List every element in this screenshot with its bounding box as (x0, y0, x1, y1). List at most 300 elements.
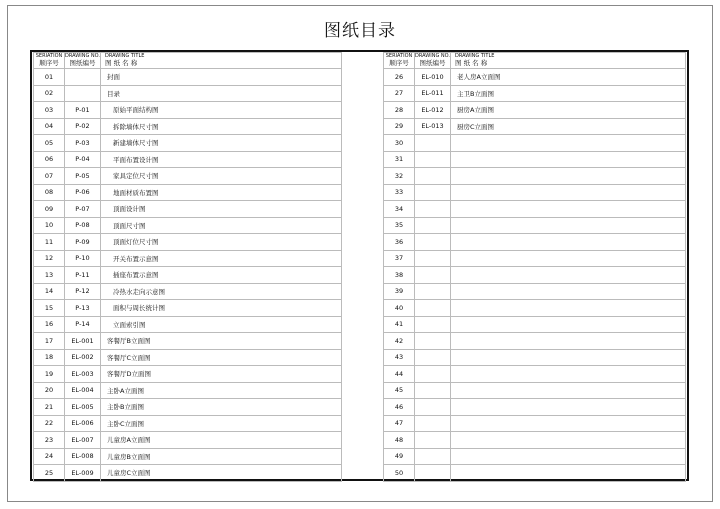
row-seq-text: 16 (44, 320, 54, 329)
row-seq (384, 316, 415, 333)
row-drawing-number (65, 201, 101, 218)
row-drawing-number-text: EL-008 (71, 452, 94, 461)
row-seq-text: 10 (44, 221, 54, 230)
row-drawing-title (101, 349, 342, 366)
row-drawing-number (415, 415, 451, 432)
row-drawing-number-text: P-12 (75, 287, 90, 296)
table-row (34, 118, 342, 135)
table-row (384, 118, 686, 135)
table-row (34, 168, 342, 185)
row-seq-text: 47 (394, 419, 404, 428)
row-seq (384, 399, 415, 416)
row-drawing-number (65, 333, 101, 350)
row-seq (384, 151, 415, 168)
row-drawing-title (101, 201, 342, 218)
row-drawing-title (451, 415, 686, 432)
row-drawing-title (101, 102, 342, 119)
row-drawing-title (101, 69, 342, 86)
row-seq (34, 448, 65, 465)
row-drawing-number-text: P-09 (75, 237, 90, 246)
row-drawing-title-text: 家具定位尺寸图 (113, 172, 159, 181)
row-drawing-number (415, 382, 451, 399)
row-drawing-number (415, 168, 451, 185)
row-drawing-number (415, 267, 451, 284)
row-seq-text: 22 (44, 419, 54, 428)
row-seq-text: 41 (394, 320, 404, 329)
row-drawing-title (101, 267, 342, 284)
table-row (34, 465, 342, 482)
row-drawing-title (101, 448, 342, 465)
row-seq-text: 48 (394, 435, 404, 444)
row-drawing-number-text: P-07 (75, 204, 90, 213)
table-row (384, 85, 686, 102)
table-row (34, 184, 342, 201)
row-seq (34, 382, 65, 399)
row-drawing-number (415, 151, 451, 168)
table-row (384, 135, 686, 152)
row-drawing-title-text: 厨房C立面图 (457, 122, 495, 131)
row-seq-text: 39 (394, 287, 404, 296)
row-seq (384, 366, 415, 383)
table-row (34, 201, 342, 218)
table-row (34, 234, 342, 251)
row-seq-text: 08 (44, 188, 54, 197)
row-drawing-number (415, 201, 451, 218)
row-drawing-title (451, 283, 686, 300)
row-drawing-title (451, 465, 686, 482)
row-seq (384, 85, 415, 102)
row-seq-text: 26 (394, 72, 404, 81)
row-seq-text: 32 (394, 171, 404, 180)
row-drawing-number (65, 448, 101, 465)
row-drawing-number-text: EL-005 (71, 402, 94, 411)
row-seq-text: 36 (394, 237, 404, 246)
row-drawing-title (451, 448, 686, 465)
row-drawing-number-text: P-04 (75, 155, 90, 164)
row-drawing-number (65, 316, 101, 333)
row-drawing-title (451, 168, 686, 185)
table-row (384, 151, 686, 168)
row-drawing-title-text: 客餐厅C立面图 (107, 353, 151, 362)
row-drawing-number (65, 234, 101, 251)
row-drawing-number-text: EL-010 (421, 72, 444, 81)
row-drawing-title-text: 顶面设计图 (113, 205, 146, 214)
row-drawing-number (65, 399, 101, 416)
table-row (384, 366, 686, 383)
row-drawing-number (415, 184, 451, 201)
row-drawing-number-text: P-11 (75, 270, 90, 279)
table-row (384, 217, 686, 234)
row-drawing-number (415, 135, 451, 152)
row-drawing-number (415, 399, 451, 416)
row-seq-text: 25 (44, 468, 54, 477)
table-row (34, 267, 342, 284)
table-row (384, 267, 686, 284)
row-seq (384, 349, 415, 366)
row-seq-text: 37 (394, 254, 404, 263)
row-seq (384, 300, 415, 317)
row-drawing-title (101, 415, 342, 432)
row-drawing-title-text: 主卫B立面图 (457, 89, 494, 98)
row-drawing-title (451, 184, 686, 201)
row-drawing-number (65, 465, 101, 482)
row-drawing-number-text: P-14 (75, 320, 90, 329)
row-seq (384, 69, 415, 86)
row-drawing-title (451, 382, 686, 399)
row-seq (34, 184, 65, 201)
left-catalog-table (33, 52, 342, 482)
row-seq-text: 24 (44, 452, 54, 461)
row-drawing-number-text: EL-011 (421, 89, 444, 98)
row-seq (34, 349, 65, 366)
row-drawing-title (101, 184, 342, 201)
table-row (384, 69, 686, 86)
row-drawing-title (451, 151, 686, 168)
table-row (384, 201, 686, 218)
row-seq-text: 40 (394, 303, 404, 312)
row-seq-text: 46 (394, 402, 404, 411)
row-drawing-number (65, 151, 101, 168)
row-seq-text: 23 (44, 435, 54, 444)
row-seq-text: 13 (44, 270, 54, 279)
row-drawing-number-text: P-08 (75, 221, 90, 230)
row-drawing-number-text: EL-012 (421, 105, 444, 114)
table-row (34, 432, 342, 449)
row-drawing-number-text: EL-007 (71, 435, 94, 444)
row-seq (34, 217, 65, 234)
row-seq-text: 29 (394, 122, 404, 131)
row-drawing-title-text: 顶面灯位尺寸图 (113, 238, 159, 247)
row-drawing-title (451, 69, 686, 86)
table-row (384, 300, 686, 317)
row-drawing-number (65, 217, 101, 234)
row-drawing-title (101, 465, 342, 482)
row-seq (384, 118, 415, 135)
table-row (384, 102, 686, 119)
row-drawing-number (415, 316, 451, 333)
row-drawing-number (65, 432, 101, 449)
table-row (34, 102, 342, 119)
table-row (34, 250, 342, 267)
table-row (384, 399, 686, 416)
table-row (34, 448, 342, 465)
row-seq (34, 465, 65, 482)
row-drawing-title-text: 封面 (107, 73, 120, 82)
row-drawing-title (101, 234, 342, 251)
row-drawing-title (101, 316, 342, 333)
table-row (34, 135, 342, 152)
table-row (34, 300, 342, 317)
row-drawing-number-text: EL-002 (71, 353, 94, 362)
header-num: DRAWING NO. 图纸编号 (65, 53, 100, 67)
row-seq-text: 33 (394, 188, 404, 197)
row-drawing-title-text: 主卧A立面图 (107, 386, 144, 395)
row-seq (34, 135, 65, 152)
page-title: 图纸目录 (324, 21, 396, 41)
row-drawing-title (451, 349, 686, 366)
table-row (384, 349, 686, 366)
row-seq (384, 448, 415, 465)
row-drawing-number-text: EL-004 (71, 386, 94, 395)
row-drawing-title (101, 399, 342, 416)
row-seq-text: 09 (44, 204, 54, 213)
row-drawing-number-text: P-10 (75, 254, 90, 263)
table-row (384, 168, 686, 185)
row-seq (384, 415, 415, 432)
row-seq (34, 118, 65, 135)
row-drawing-title-text: 冷热水走向示意图 (113, 287, 165, 296)
row-drawing-number (415, 432, 451, 449)
table-row (384, 432, 686, 449)
row-drawing-title-text: 地面材质布置图 (113, 188, 159, 197)
row-seq (34, 85, 65, 102)
row-drawing-number-text: P-01 (75, 105, 90, 114)
row-seq-text: 06 (44, 155, 54, 164)
row-seq (34, 267, 65, 284)
row-drawing-title (451, 201, 686, 218)
row-drawing-number (415, 102, 451, 119)
row-seq (34, 366, 65, 383)
table-row (384, 382, 686, 399)
table-row (34, 85, 342, 102)
row-drawing-number (415, 250, 451, 267)
row-seq (34, 432, 65, 449)
row-seq (384, 102, 415, 119)
row-drawing-title-text: 儿童房B立面图 (107, 452, 151, 461)
row-drawing-number (415, 217, 451, 234)
row-seq-text: 35 (394, 221, 404, 230)
row-drawing-title-text: 客餐厅D立面图 (107, 370, 152, 379)
table-row (384, 415, 686, 432)
row-drawing-title (451, 267, 686, 284)
row-drawing-title (101, 118, 342, 135)
row-drawing-number (65, 102, 101, 119)
row-seq (34, 151, 65, 168)
table-row (34, 349, 342, 366)
row-drawing-number-text: EL-013 (421, 122, 444, 131)
row-seq (384, 234, 415, 251)
row-seq-text: 15 (44, 303, 54, 312)
row-drawing-title-text: 顶面尺寸图 (113, 221, 146, 230)
row-drawing-title-text: 目录 (107, 89, 120, 98)
row-drawing-number (65, 349, 101, 366)
row-drawing-number (415, 85, 451, 102)
row-drawing-number (415, 118, 451, 135)
table-row (34, 283, 342, 300)
row-drawing-title-text: 儿童房C立面图 (107, 469, 151, 478)
row-drawing-title (451, 135, 686, 152)
row-drawing-title (451, 316, 686, 333)
row-seq (384, 465, 415, 482)
row-seq (34, 316, 65, 333)
row-drawing-number-text: P-06 (75, 188, 90, 197)
row-drawing-title (101, 168, 342, 185)
row-drawing-title (451, 118, 686, 135)
table-row (384, 250, 686, 267)
table-row (34, 382, 342, 399)
row-drawing-title (101, 366, 342, 383)
row-seq-text: 18 (44, 353, 54, 362)
row-seq-text: 21 (44, 402, 54, 411)
row-seq (384, 168, 415, 185)
row-drawing-number (65, 85, 101, 102)
row-drawing-title-text: 客餐厅B立面图 (107, 337, 151, 346)
table-row (384, 234, 686, 251)
row-seq-text: 42 (394, 336, 404, 345)
table-row (384, 465, 686, 482)
row-drawing-title (451, 300, 686, 317)
row-drawing-title (101, 151, 342, 168)
row-seq-text: 31 (394, 155, 404, 164)
row-drawing-title-text: 主卧C立面图 (107, 419, 145, 428)
row-drawing-title (101, 250, 342, 267)
row-drawing-number (65, 69, 101, 86)
row-drawing-number-text: EL-003 (71, 369, 94, 378)
row-seq-text: 44 (394, 369, 404, 378)
row-seq (384, 333, 415, 350)
row-seq (34, 201, 65, 218)
header-name: DRAWING TITLE 图 纸 名 称 (451, 53, 686, 69)
row-seq (34, 399, 65, 416)
row-drawing-title (451, 234, 686, 251)
header-seq: SERIATION 顺序号 (384, 53, 415, 69)
row-drawing-title-text: 拆除墙体尺寸图 (113, 122, 159, 131)
row-drawing-number (415, 69, 451, 86)
row-seq-text: 30 (394, 138, 404, 147)
table-row (384, 448, 686, 465)
row-seq-text: 03 (44, 105, 54, 114)
row-drawing-number (415, 366, 451, 383)
row-drawing-number-text: EL-009 (71, 468, 94, 477)
row-seq (34, 168, 65, 185)
row-drawing-title (101, 300, 342, 317)
row-seq-text: 34 (394, 204, 404, 213)
row-drawing-title-text: 平面布置设计图 (113, 155, 159, 164)
table-row (34, 366, 342, 383)
row-drawing-number (415, 465, 451, 482)
row-seq-text: 14 (44, 287, 54, 296)
row-seq-text: 12 (44, 254, 54, 263)
row-seq (34, 250, 65, 267)
row-seq-text: 28 (394, 105, 404, 114)
row-seq-text: 45 (394, 386, 404, 395)
row-drawing-title-text: 开关布置示意图 (113, 254, 159, 263)
row-drawing-title (451, 217, 686, 234)
table-row (384, 316, 686, 333)
row-seq (384, 217, 415, 234)
row-drawing-title (451, 85, 686, 102)
row-seq (34, 102, 65, 119)
header-num: DRAWING NO. 图纸编号 (415, 53, 450, 67)
row-seq-text: 17 (44, 336, 54, 345)
row-seq-text: 19 (44, 369, 54, 378)
row-drawing-number (415, 283, 451, 300)
row-drawing-number (415, 349, 451, 366)
row-drawing-number (65, 118, 101, 135)
row-drawing-number (65, 415, 101, 432)
table-header-row (384, 53, 686, 69)
row-drawing-title (451, 250, 686, 267)
table-row (34, 151, 342, 168)
row-drawing-number-text: P-02 (75, 122, 90, 131)
row-seq-text: 38 (394, 270, 404, 279)
row-seq (384, 382, 415, 399)
row-drawing-number-text: EL-001 (71, 336, 94, 345)
row-seq (384, 250, 415, 267)
row-drawing-number (65, 184, 101, 201)
table-row (34, 333, 342, 350)
row-seq (384, 432, 415, 449)
row-seq-text: 49 (394, 452, 404, 461)
row-drawing-title (101, 283, 342, 300)
row-seq (384, 135, 415, 152)
row-seq (34, 283, 65, 300)
row-drawing-title-text: 厨房A立面图 (457, 106, 494, 115)
row-seq-text: 07 (44, 171, 54, 180)
row-seq (384, 184, 415, 201)
row-seq-text: 43 (394, 353, 404, 362)
row-drawing-number (65, 250, 101, 267)
row-drawing-number-text: EL-006 (71, 419, 94, 428)
row-drawing-title-text: 立面索引图 (113, 320, 146, 329)
row-drawing-number (65, 300, 101, 317)
header-seq: SERIATION 顺序号 (34, 53, 65, 69)
row-seq-text: 02 (44, 89, 54, 98)
row-drawing-title-text: 老人房A立面图 (457, 73, 501, 82)
row-drawing-number (65, 168, 101, 185)
row-seq (34, 333, 65, 350)
right-catalog-column (383, 52, 686, 482)
row-seq-text: 04 (44, 122, 54, 131)
row-seq (34, 69, 65, 86)
row-drawing-title-text: 主卧B立面图 (107, 403, 144, 412)
row-drawing-title (451, 102, 686, 119)
table-row (34, 217, 342, 234)
table-header-row (34, 53, 342, 69)
row-drawing-title (101, 135, 342, 152)
row-seq (384, 201, 415, 218)
row-seq (34, 234, 65, 251)
row-drawing-number-text: P-13 (75, 303, 90, 312)
row-seq (34, 415, 65, 432)
row-drawing-title (101, 382, 342, 399)
row-seq-text: 01 (44, 72, 54, 81)
row-drawing-title (101, 217, 342, 234)
row-drawing-number-text: P-05 (75, 171, 90, 180)
row-drawing-number-text: P-03 (75, 138, 90, 147)
row-drawing-title (101, 333, 342, 350)
row-drawing-title-text: 原始平面结构图 (113, 106, 159, 115)
table-row (384, 184, 686, 201)
row-drawing-title (451, 399, 686, 416)
header-name: DRAWING TITLE 图 纸 名 称 (101, 53, 342, 69)
row-drawing-title (101, 432, 342, 449)
table-row (34, 399, 342, 416)
row-drawing-number (415, 448, 451, 465)
table-row (34, 415, 342, 432)
row-seq (384, 267, 415, 284)
row-drawing-number (65, 135, 101, 152)
row-seq-text: 20 (44, 386, 54, 395)
row-drawing-title (451, 432, 686, 449)
row-drawing-number (65, 267, 101, 284)
row-drawing-number (415, 234, 451, 251)
table-row (384, 333, 686, 350)
row-drawing-title (451, 366, 686, 383)
row-seq (384, 283, 415, 300)
table-row (384, 283, 686, 300)
left-catalog-column (33, 52, 342, 482)
